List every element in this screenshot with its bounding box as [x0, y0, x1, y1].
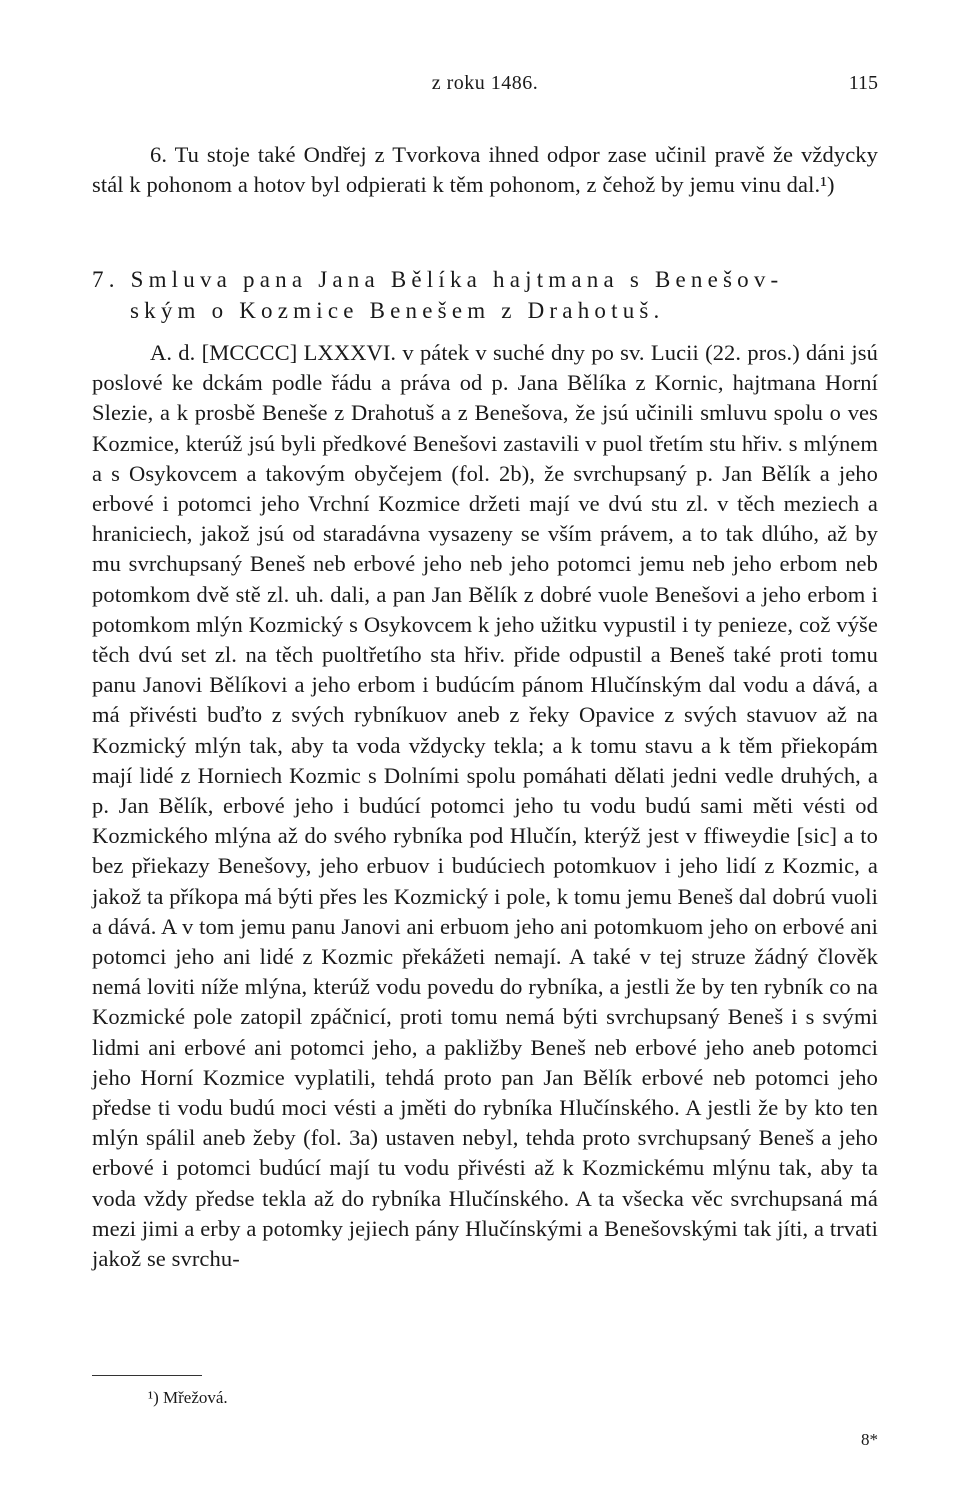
footnote-divider	[92, 1375, 202, 1376]
paragraph-7: A. d. [MCCCC] LXXXVI. v pátek v suché dny po sv. Lucii (22. pros.) dáni jsú poslové ke dckám podle řádu a práva od p. Jana Bělíka z Kornic, hajtmana Horní Slezie, a k prosbě Beneše z Drahotuš a z Benešova, že jsú učinili smluvu spolu o ves Kozmice, kterúž jsú byli předkové Benešovi zastavili v puol třetím stu hřiv. s mlýnem a s Osykovcem a takovým obyčejem (fol. 2b), že svrchupsaný p. Jan Bělík a jeho erbové i potomci jeho Vrchní Kozmice držeti mají ve dvú stu zl. v těch meziech a hraniciech, jakož jsú od staradávna vysazeny se vším právem, a to tak dlúho, až by mu svrchupsaný Beneš neb erbové jeho neb jeho potomci jemu neb jeho erbom neb potomkom dvě stě zl. uh. dali, a pan Jan Bělík z dobré vuole Benešovi a jeho erbom i potomkom mlýn Kozmický s Osykovcem k jeho užitku vypustil i ty penieze, což výše těch dvú set zl. na těch puoltřetího sta hřiv. přide odpustil a Beneš také proti tomu panu Janovi Bělíkovi a jeho erbom i budúcím pánom Hlučínským dal vodu a dává, a má přivésti buďto z svých rybníkuov aneb z řeky Opavice z svých stavuov až na Kozmický mlýn tak, aby ta voda vždycky tekla; a k tomu stavu a k těm přiekopám mají lidé z Horniech Kozmic s Dolními spolu pomáhati dělati jedni vedle druhých, a p. Jan Bělík, erbové jeho i budúcí potomci jeho tu vodu budú sami měti vésti od Kozmického mlýna až do svého rybníka pod Hlučín, kterýž jest v ffiweydie [sic] a to bez přiekazy Benešovy, jeho erbuov i budúciech potomkuov i jeho lidí z Kozmic, a jakož ta příkopa má býti přes les Kozmický i pole, k tomu jemu Beneš dal dobrú vuoli a dává. A v tom jemu panu Janovi ani erbuom jeho ani potomkuom jeho on erbové ani potomci jeho ani lidé z Kozmic překážeti nemají. A také v tej struze žádný člověk nemá loviti níže mlýna, kterúž vodu povedu do rybníka, a jestli že by ten rybník co na Kozmické pole zatopil zpáčnicí, proti tomu nemá býti svrchupsaný Beneš i s svými lidmi ani erbové ani potomci jeho, a pakližby Beneš neb erbové jeho aneb potomci jeho Horní Kozmice vyplatili, tehdá proto pan Jan Bělík erbové neb potomci jeho předse ti vodu budú moci vésti a jměti do rybníka Hlučínského. A jestli že by kto ten mlýn spálil aneb žeby (fol. 3a) ustaven nebyl, tehda proto svrchupsaný Beneš a jeho erbové i potomci budúcí mají tu vodu přivésti až k Kozmickému mlýnu tak, aby ta voda vždy předse tekla až do rybníka Hlučínského. A ta všecka věc svrchupsaná má mezi jimi a erby a potomky jejiech pány Hlučínskými a Benešovskými tak jíti, a trvati jakož se svrchu-	[92, 340, 878, 1272]
page-number: 115	[848, 72, 878, 94]
section-heading	[92, 264, 878, 326]
paragraph-6: 6. Tu stoje také Ondřej z Tvorkova ihned odpor zase učinil pravě že vždycky stál k pohonom a hotov byl odpierati k těm pohonom, z čehož by jemu vinu dal.¹)	[92, 142, 878, 198]
page-header	[92, 72, 878, 102]
signature-mark: 8*	[861, 1430, 878, 1449]
running-title: z roku 1486.	[431, 72, 539, 94]
heading-line-2: ským o Kozmice Benešem z Drahotuš.	[130, 298, 665, 323]
footnote: ¹) Mřežová.	[148, 1388, 228, 1407]
heading-line-1: 7. Smluva pana Jana Bělíka hajtmana s Benešov-	[92, 267, 784, 292]
